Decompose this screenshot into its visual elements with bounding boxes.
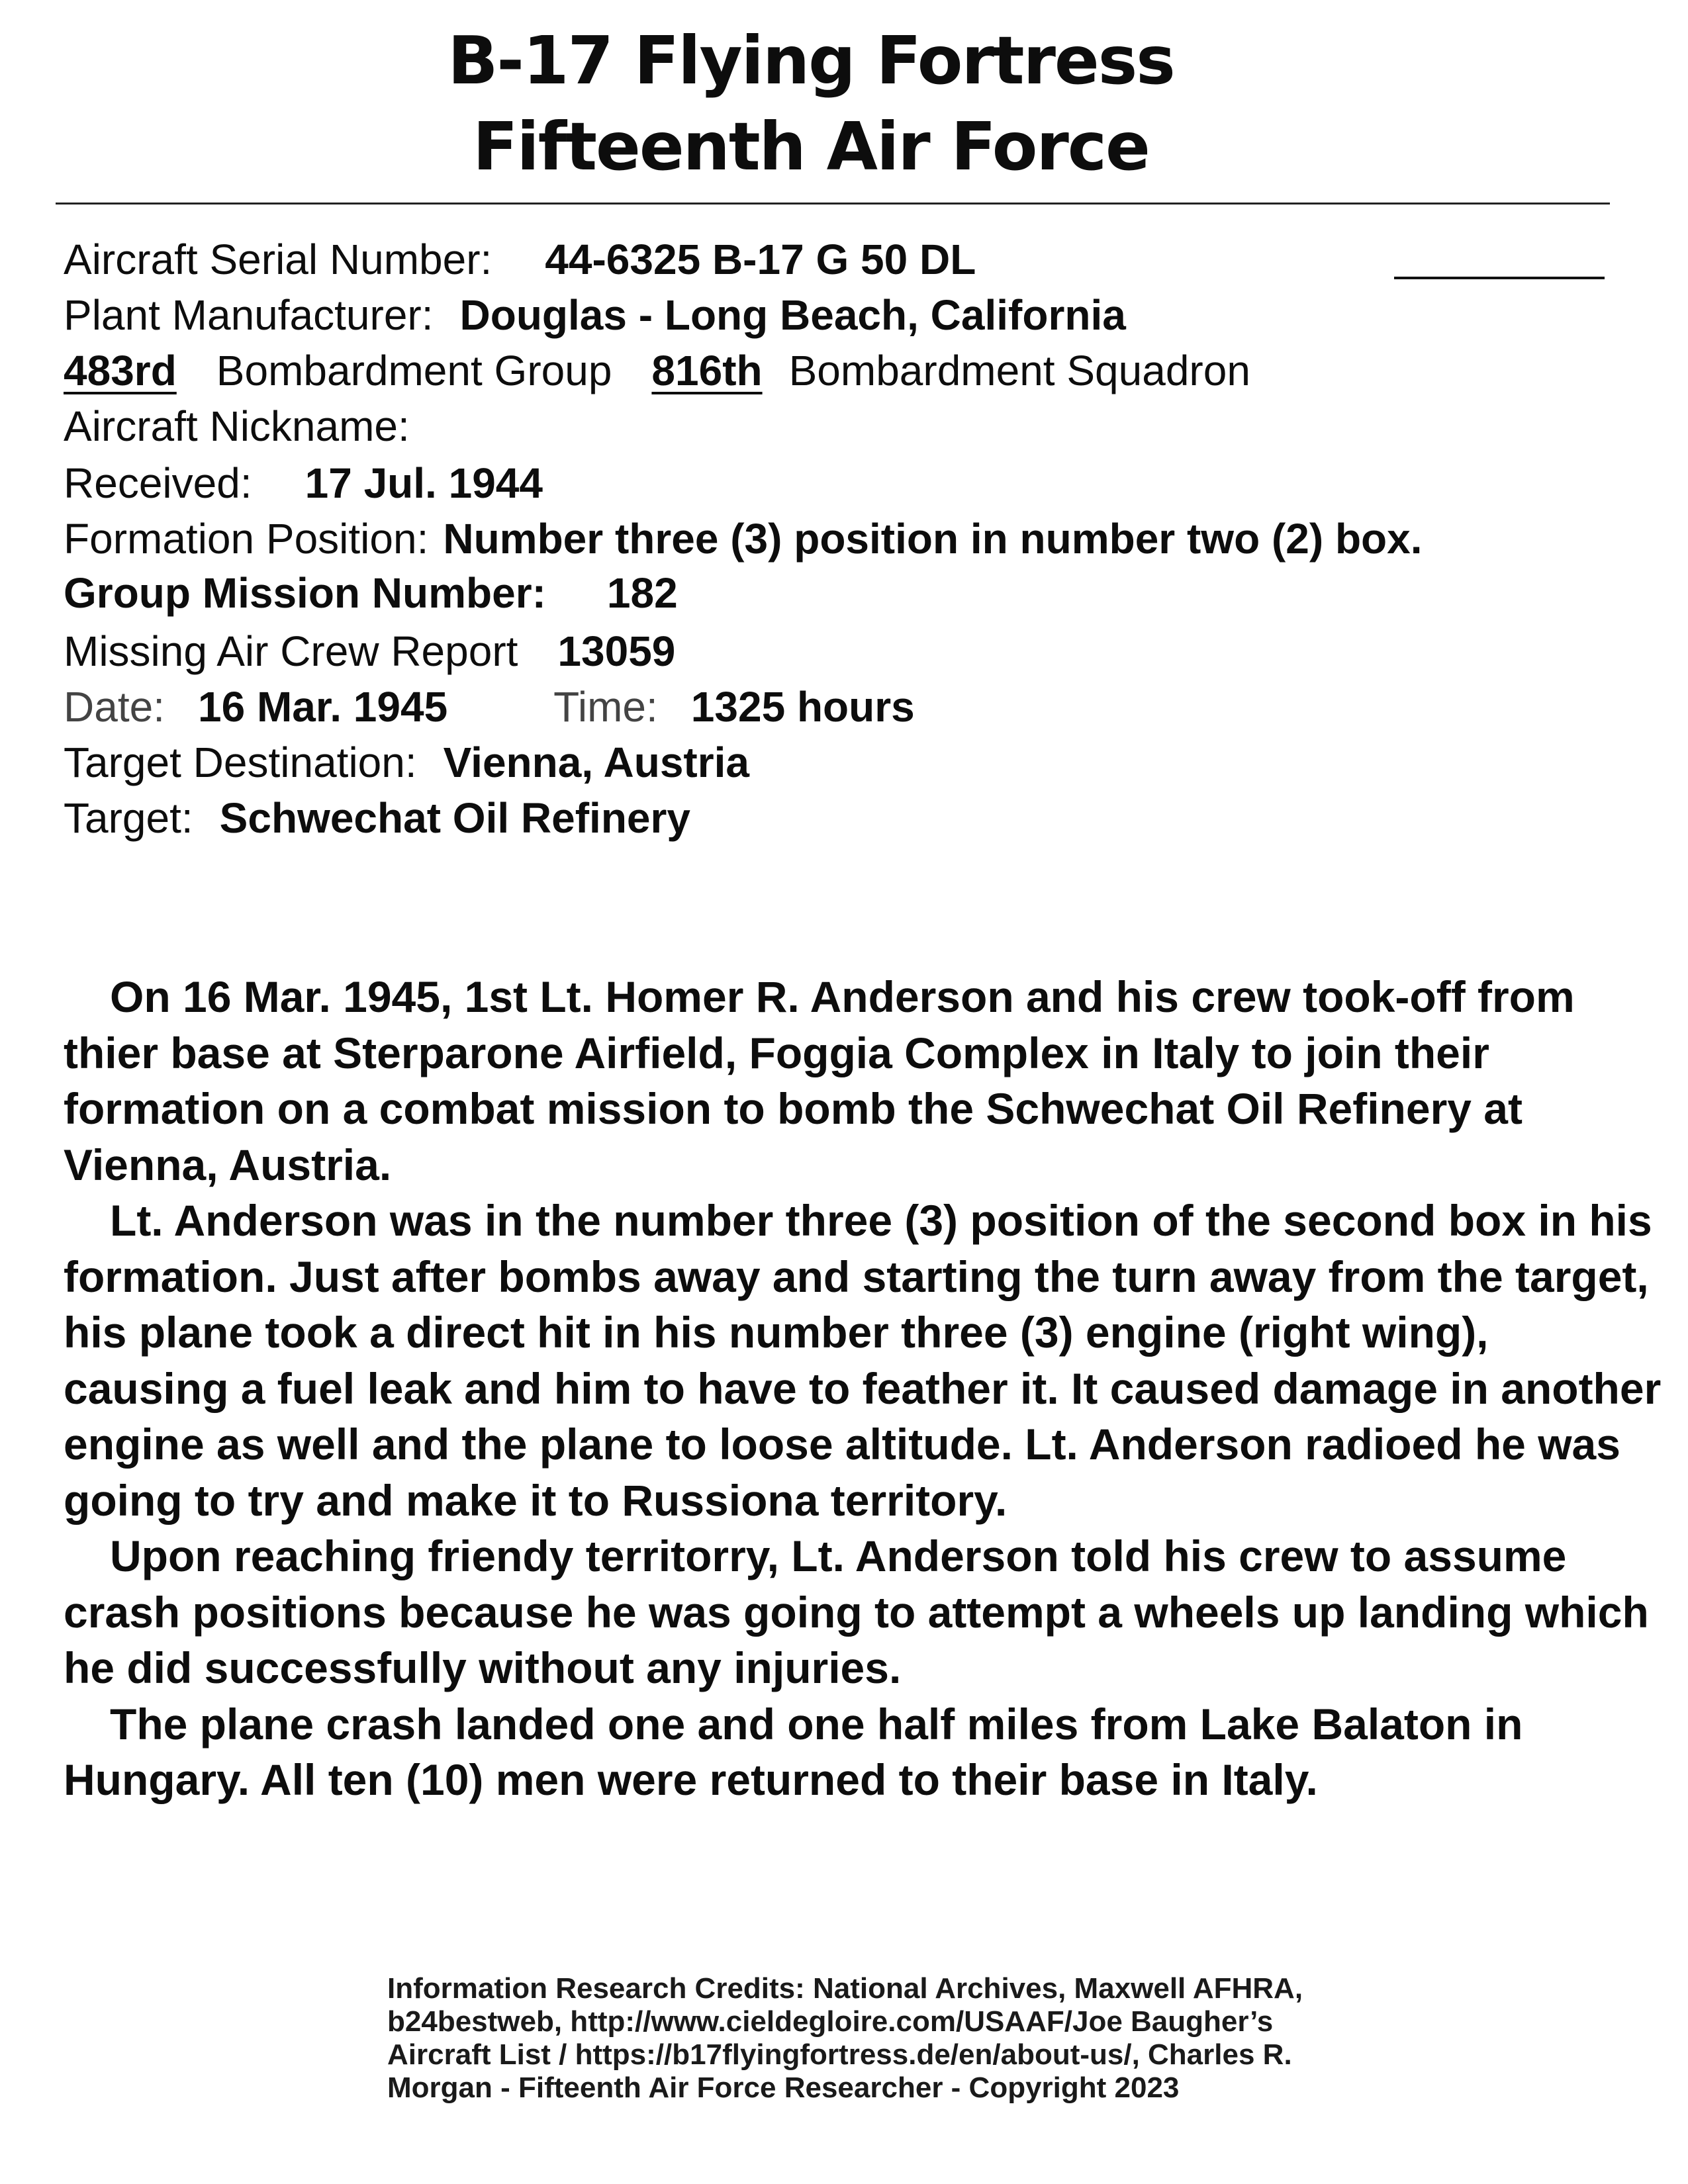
date-label: Date: <box>64 683 165 731</box>
macr-row <box>64 627 676 675</box>
serial-row <box>64 238 976 281</box>
destination-value: Vienna, Austria <box>443 739 749 786</box>
destination-row <box>64 741 749 784</box>
received-row <box>64 459 543 507</box>
target-row <box>64 794 690 842</box>
narrative-paragraph-2: Lt. Anderson was in the number three (3) position of the second box in his formation. Just after bombs away and starting the turn away from the target, his plane took a direct hit in his number three (3) engine (right wing), causing a fuel leak and him to have to feather it. It caused damage in another engine as well and the plane to loose altitude. Lt. Anderson radioed he was going to try and make it to Russiona territory. <box>64 1196 1662 1525</box>
mission-value: 182 <box>606 569 678 617</box>
mission-label: Group Mission Number: <box>64 569 546 617</box>
manufacturer-label: Plant Manufacturer: <box>64 291 434 339</box>
narrative <box>64 969 1665 1808</box>
time-value: 1325 hours <box>690 683 915 731</box>
group-row <box>64 349 1250 392</box>
received-value: 17 Jul. 1944 <box>305 459 543 507</box>
date-value: 16 Mar. 1945 <box>197 683 448 731</box>
nickname-label: Aircraft Nickname: <box>64 402 410 450</box>
date-time-row <box>64 683 915 731</box>
squadron-label: Bombardment Squadron <box>788 347 1250 394</box>
group-label: Bombardment Group <box>216 347 612 394</box>
formation-row <box>64 515 1423 563</box>
squadron-value: 816th <box>651 347 763 394</box>
blank-line <box>1394 277 1605 279</box>
title-line-2: Fifteenth Air Force <box>473 108 1149 185</box>
group-value: 483rd <box>64 347 177 394</box>
target-value: Schwechat Oil Refinery <box>219 794 690 842</box>
macr-value: 13059 <box>557 627 676 675</box>
serial-value: 44-6325 B-17 G 50 DL <box>545 236 976 283</box>
manufacturer-value: Douglas - Long Beach, California <box>459 291 1126 339</box>
destination-label: Target Destination: <box>64 739 417 786</box>
mission-row <box>64 569 678 617</box>
header-divider <box>56 203 1610 205</box>
title-line-1: B-17 Flying Fortress <box>447 22 1174 99</box>
macr-label: Missing Air Crew Report <box>64 627 518 675</box>
research-credits: Information Research Credits: National Archives, Maxwell AFHRA, b24bestweb, http://www.cieldegloire.com/USAAF/Joe Baugher’s Aircraft List / https://b17flyingfortress.de/en/about-us/, Charles R. Morgan - Fifteenth Air Force Researcher - Copyright 2023 <box>387 1972 1303 2104</box>
formation-value: Number three (3) position in number two (2) box. <box>443 515 1423 563</box>
formation-label: Formation Position: <box>64 515 429 563</box>
received-label: Received: <box>64 459 252 507</box>
nickname-row <box>64 402 410 450</box>
manufacturer-row <box>64 291 1126 339</box>
serial-label: Aircraft Serial Number: <box>64 236 492 283</box>
time-label: Time: <box>553 683 658 731</box>
target-label: Target: <box>64 794 193 842</box>
narrative-paragraph-4: The plane crash landed one and one half miles from Lake Balaton in Hungary. All ten (10) men were returned to their base in Italy. <box>64 1699 1523 1804</box>
narrative-paragraph-1: On 16 Mar. 1945, 1st Lt. Homer R. Anderson and his crew took-off from thier base at Sterparone Airfield, Foggia Complex in Italy to join their formation on a combat mission to bomb the Schwechat Oil Refinery at Vienna, Austria. <box>64 972 1575 1189</box>
narrative-paragraph-3: Upon reaching friendy territorry, Lt. Anderson told his crew to assume crash positions because he was going to attempt a wheels up landing which he did successfully without any injuries. <box>64 1531 1649 1692</box>
